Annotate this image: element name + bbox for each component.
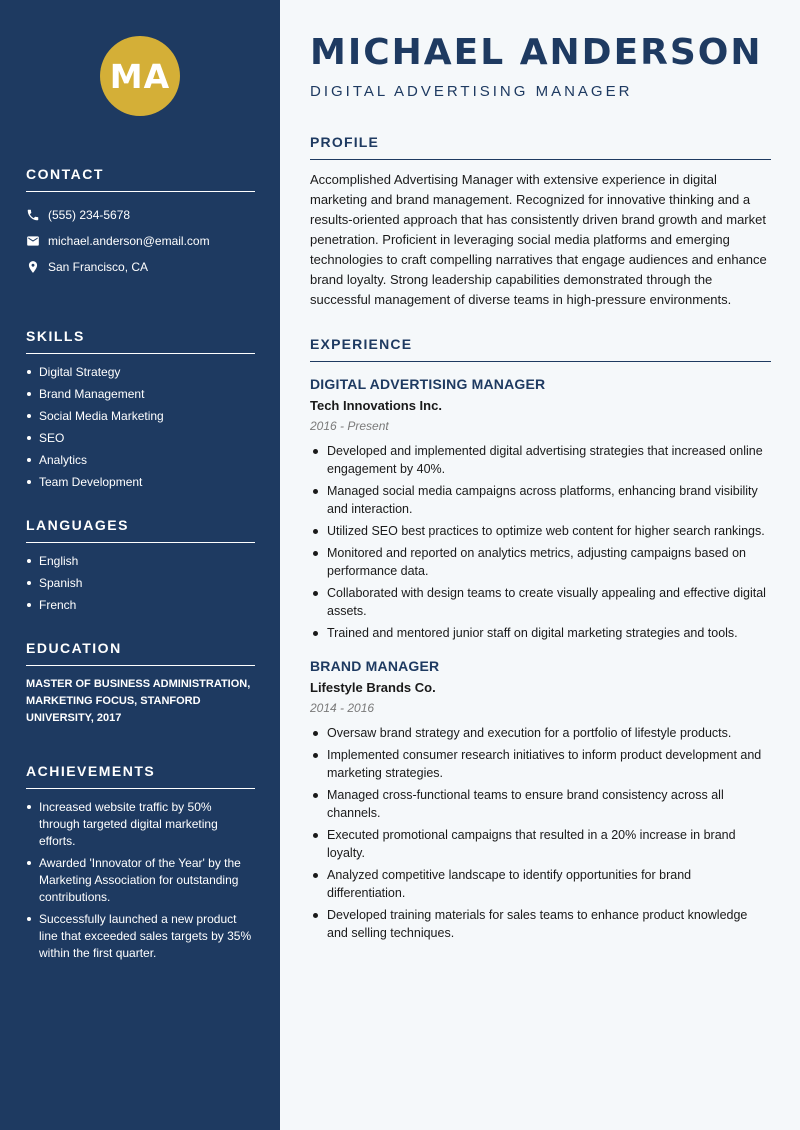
duty-item: Executed promotional campaigns that resulted in a 20% increase in brand loyalty.: [310, 826, 771, 862]
skills-title: SKILLS: [26, 328, 255, 354]
email-icon: [26, 234, 40, 248]
skill-item: Brand Management: [26, 386, 255, 403]
duty-item: Utilized SEO best practices to optimize web content for higher search rankings.: [310, 522, 771, 540]
duty-item: Oversaw brand strategy and execution for a portfolio of lifestyle products.: [310, 724, 771, 742]
skills-section: [26, 328, 255, 491]
job-duties: [310, 442, 771, 642]
skill-item: Team Development: [26, 474, 255, 491]
duty-item: Managed social media campaigns across platforms, enhancing brand visibility and interaction.: [310, 482, 771, 518]
duty-item: Analyzed competitive landscape to identify opportunities for brand differentiation.: [310, 866, 771, 902]
skill-item: SEO: [26, 430, 255, 447]
job-entry: [310, 658, 771, 942]
contact-list: [26, 202, 255, 280]
job-company: Lifestyle Brands Co.: [310, 680, 436, 695]
language-item: Spanish: [26, 575, 255, 592]
duty-item: Monitored and reported on analytics metrics, adjusting campaigns based on performance data.: [310, 544, 771, 580]
achievements-title: ACHIEVEMENTS: [26, 763, 255, 789]
duty-item: Implemented consumer research initiatives to inform product development and marketing strategies.: [310, 746, 771, 782]
profile-section: [310, 134, 771, 310]
achievements-list: [26, 799, 255, 962]
education-text: MASTER OF BUSINESS ADMINISTRATION, MARKETING FOCUS, STANFORD UNIVERSITY, 2017: [26, 678, 251, 724]
job-entry: [310, 376, 771, 642]
main-content: [280, 0, 800, 1130]
language-item: French: [26, 597, 255, 614]
person-role: DIGITAL ADVERTISING MANAGER: [310, 83, 633, 100]
language-item: English: [26, 553, 255, 570]
contact-email-text[interactable]: michael.anderson@email.com: [48, 234, 210, 248]
languages-list: [26, 553, 255, 614]
location-icon: [26, 260, 40, 274]
job-dates: 2014 - 2016: [310, 701, 375, 715]
duty-item: Trained and mentored junior staff on digital marketing strategies and tools.: [310, 624, 771, 642]
skill-item: Social Media Marketing: [26, 408, 255, 425]
sidebar: [0, 0, 280, 1130]
languages-title: LANGUAGES: [26, 517, 255, 543]
achievement-item: Successfully launched a new product line that exceeded sales targets by 35% within the first quarter.: [26, 911, 255, 962]
profile-text: Accomplished Advertising Manager with extensive experience in digital marketing and brand management. Recognized for innovative thinking and a results-oriented approach that has consistently driven brand growth and market penetration. Proficient in leveraging social media platforms and emerging technologies to craft compelling narratives that engage audiences and enhance brand loyalty. Strong leadership capabilities demonstrated through the successful management of diverse teams in high-pressure environments.: [310, 172, 767, 307]
contact-email: [26, 228, 255, 254]
duty-item: Collaborated with design teams to create visually appealing and effective digital assets.: [310, 584, 771, 620]
contact-location: [26, 254, 255, 280]
person-name: MICHAEL ANDERSON: [310, 32, 763, 73]
duty-item: Developed and implemented digital advertising strategies that increased online engagement by 40%.: [310, 442, 771, 478]
skills-list: [26, 364, 255, 491]
contact-title: CONTACT: [26, 166, 255, 192]
job-company: Tech Innovations Inc.: [310, 398, 442, 413]
contact-phone: [26, 202, 255, 228]
job-dates: 2016 - Present: [310, 419, 389, 433]
education-title: EDUCATION: [26, 640, 255, 666]
skill-item: Digital Strategy: [26, 364, 255, 381]
avatar: MA: [100, 36, 180, 116]
contact-phone-text: (555) 234-5678: [48, 208, 131, 222]
job-duties: [310, 724, 771, 942]
experience-section: [310, 336, 771, 942]
contact-location-text: San Francisco, CA: [48, 260, 149, 274]
contact-section: [26, 166, 255, 280]
duty-item: Developed training materials for sales teams to enhance product knowledge and selling techniques.: [310, 906, 771, 942]
skill-item: Analytics: [26, 452, 255, 469]
job-title: DIGITAL ADVERTISING MANAGER: [310, 376, 546, 392]
experience-title: EXPERIENCE: [310, 336, 771, 362]
duty-item: Managed cross-functional teams to ensure brand consistency across all channels.: [310, 786, 771, 822]
achievement-item: Awarded 'Innovator of the Year' by the Marketing Association for outstanding contributions.: [26, 855, 255, 906]
achievements-section: [26, 763, 255, 962]
job-title: BRAND MANAGER: [310, 658, 440, 674]
achievement-item: Increased website traffic by 50% through targeted digital marketing efforts.: [26, 799, 255, 850]
phone-icon: [26, 208, 40, 222]
education-section: [26, 640, 255, 727]
languages-section: [26, 517, 255, 614]
profile-title: PROFILE: [310, 134, 771, 160]
